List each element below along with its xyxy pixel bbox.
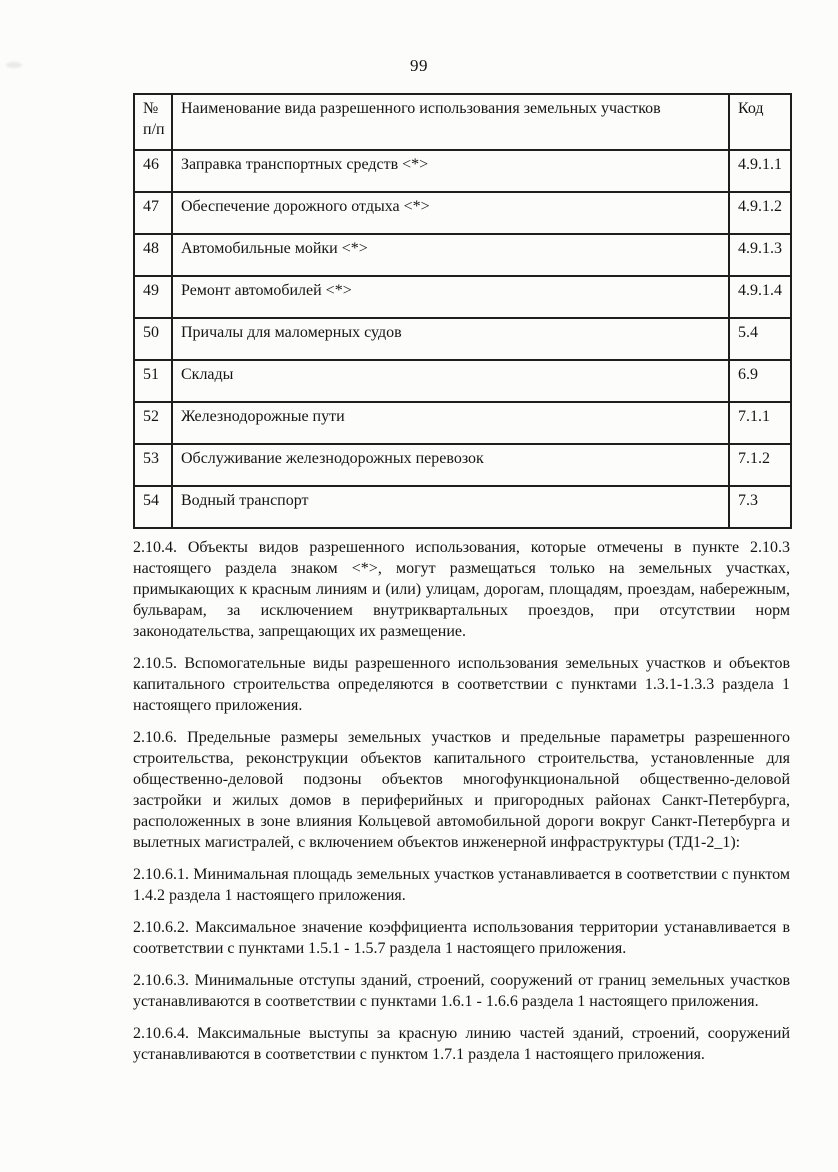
paragraph-2-10-4: 2.10.4. Объекты видов разрешенного использования, которые отмечены в пункте 2.10.3 настоящего раздела знаком <*>, могут размещаться только на земельных участках, примыкающих к красным линиям и (или) улицам, дорогам, площадям, проездам, набережным, бульварам, за исключением внутриквартальных проездов, при отсутствии норм законодательства, запрещающих их размещение. [133, 539, 790, 640]
cell-num: 48 [134, 234, 172, 276]
paragraph-2-10-5: 2.10.5. Вспомогательные виды разрешенного использования земельных участков и объектов капитального строительства определяются в соответствии с пунктами 1.3.1-1.3.3 раздела 1 настоящего приложения. [133, 655, 790, 714]
cell-name: Обеспечение дорожного отдыха <*> [172, 192, 729, 234]
cell-code: 7.1.2 [729, 444, 791, 486]
cell-num: 46 [134, 150, 172, 192]
land-use-table [133, 93, 792, 529]
table-header-row [134, 94, 791, 150]
cell-name: Автомобильные мойки <*> [172, 234, 729, 276]
cell-name: Заправка транспортных средств <*> [172, 150, 729, 192]
cell-num: 50 [134, 318, 172, 360]
scan-artifact [6, 62, 22, 68]
paragraph-2-10-6-2: 2.10.6.2. Максимальное значение коэффициента использования территории устанавливается в соответствии с пунктами 1.5.1 - 1.5.7 раздела 1 настоящего приложения. [133, 919, 790, 957]
cell-num: 54 [134, 486, 172, 528]
paragraph-2-10-6: 2.10.6. Предельные размеры земельных участков и предельные параметры разрешенного строительства, реконструкции объектов капитального строительства, установленные для общественно-деловой подзоны объектов многофункциональной общественно-деловой застройки и жилых домов в периферийных и пригородных районах Санкт-Петербурга, расположенных в зоне влияния Кольцевой автомобильной дороги вокруг Санкт-Петербурга и вылетных магистралей, с включением объектов инженерной инфраструктуры (ТД1-2_1): [133, 729, 790, 851]
paragraph-2-10-6-4: 2.10.6.4. Максимальные выступы за красную линию частей зданий, строений, сооружений устанавливаются в соответствии с пунктом 1.7.1 раздела 1 настоящего приложения. [133, 1025, 790, 1063]
cell-code: 5.4 [729, 318, 791, 360]
paragraph-2-10-6-3: 2.10.6.3. Минимальные отступы зданий, строений, сооружений от границ земельных участков устанавливаются в соответствии с пунктами 1.6.1 - 1.6.6 раздела 1 настоящего приложения. [133, 972, 790, 1010]
table-row [134, 192, 791, 234]
cell-code: 4.9.1.1 [729, 150, 791, 192]
col-header-num-line1: № [143, 100, 159, 117]
cell-code: 7.3 [729, 486, 791, 528]
table-row [134, 486, 791, 528]
paragraph-2-10-6-1: 2.10.6.1. Минимальная площадь земельных участков устанавливается в соответствии с пунктом 1.4.2 раздела 1 настоящего приложения. [133, 866, 790, 904]
table-row [134, 444, 791, 486]
cell-name: Ремонт автомобилей <*> [172, 276, 729, 318]
cell-num: 51 [134, 360, 172, 402]
table-row [134, 276, 791, 318]
cell-name: Причалы для маломерных судов [172, 318, 729, 360]
cell-name: Обслуживание железнодорожных перевозок [172, 444, 729, 486]
cell-name: Склады [172, 360, 729, 402]
col-header-num-line2: п/п [143, 121, 165, 138]
page-number: 99 [410, 56, 428, 75]
cell-num: 47 [134, 192, 172, 234]
cell-code: 4.9.1.2 [729, 192, 791, 234]
cell-code: 4.9.1.4 [729, 276, 791, 318]
cell-num: 49 [134, 276, 172, 318]
cell-code: 4.9.1.3 [729, 234, 791, 276]
cell-num: 52 [134, 402, 172, 444]
page-content [133, 93, 790, 1065]
table-row [134, 318, 791, 360]
cell-name: Водный транспорт [172, 486, 729, 528]
table-row [134, 360, 791, 402]
table-row [134, 402, 791, 444]
cell-code: 7.1.1 [729, 402, 791, 444]
body-text [133, 537, 790, 1065]
cell-name: Железнодорожные пути [172, 402, 729, 444]
cell-code: 6.9 [729, 360, 791, 402]
col-header-code: Код [729, 94, 791, 150]
col-header-num [134, 94, 172, 150]
table-row [134, 150, 791, 192]
col-header-name: Наименование вида разрешенного использования земельных участков [172, 94, 729, 150]
table-row [134, 234, 791, 276]
cell-num: 53 [134, 444, 172, 486]
